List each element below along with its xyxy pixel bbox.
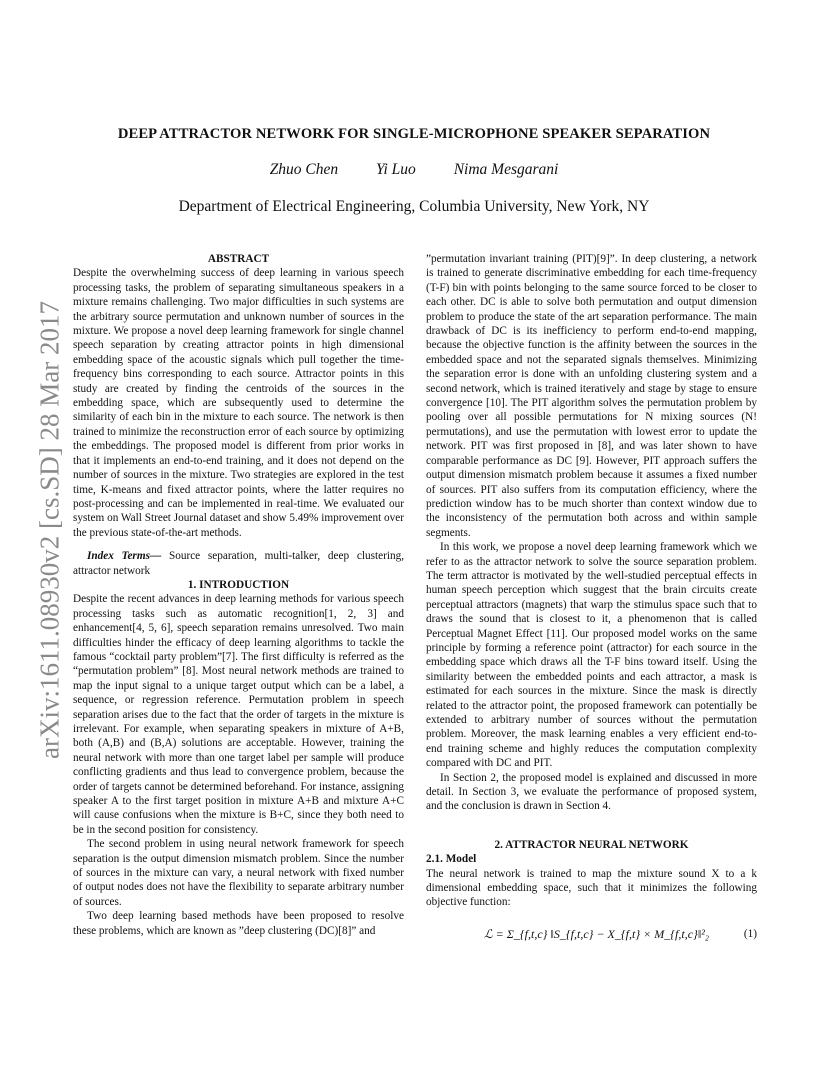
paragraph: In Section 2, the proposed model is explained and discussed in more detail. In Section 3, we evaluate the performance of proposed system, and the conclusion is drawn in Section 4. [426,771,757,813]
affiliation: Department of Electrical Engineering, Columbia University, New York, NY [178,198,650,215]
section-heading-introduction: 1. INTRODUCTION [187,578,290,591]
author-name: Yi Luo [376,161,416,178]
index-terms-label: Index Terms— [87,550,162,563]
arxiv-stamp-text: arXiv:1611.08930v2 [cs.SD] 28 Mar 2017 [34,301,65,759]
paragraph: ”permutation invariant training (PIT)[9]”. In deep clustering, a network is trained to generate discriminative embedding for each time-frequency (T-F) bin with points belonging to the same source forced to be closer to each other. DC is able to solve both permutation and output dimension problem to produce the state of the art separation performance. The main drawback of DC is its inefficiency to perform end-to-end mapping, because the objective function is the affinity between the sources in the embedded space and not the separated signals themselves. Minimizing the separation error is done with an unfolding clustering system and a second network, which is trained iteratively and stage by stage to ensure convergence [10]. The PIT algorithm solves the permutation problem by pooling over all possible permutations for N mixing sources (N! permutations), and use the permutation with lowest error to update the network. PIT was first proposed in [8], and was later shown to have comparable performance as DC [9]. However, PIT approach suffers the output dimension mismatch problem because it assumes a fixed number of sources. PIT also suffers from its computation efficiency, where the prediction window has to be much shorter than context window due to the inconsistency of the permutation both across and within sample segments. [426,253,757,539]
author-list [0,161,828,179]
index-terms-text: Source separation, multi-talker, deep clustering, attractor network [73,550,405,577]
paragraph: Despite the recent advances in deep learning methods for various speech processing tasks such as automatic recognition[1, 2, 3] and enhancement[4, 5, 6], speech separation remains unresolved. Two main difficulties hinder the efficacy of deep learning algorithms to tackle the famous “cocktail party problem”[7]. The first difficulty is referred as the “permutation problem” [8]. Most neural network methods are trained to map the input signal to a unique target output which can be a label, a sequence, or regression reference. Permutation problem in speech separation arises due to the fact that the order of targets in the mixture is irrelevant. For example, when separating speakers in mixture of A+B, both (A,B) and (B,A) solutions are acceptable. However, training the neural network with more than one target label per sample will produce conflicting gradients and thus lead to convergence problem, because the order of targets cannot be determined beforehand. For instance, assigning speaker A to the first target position in mixture A+B and mixture A+C will cause confusions when the mixture is B+C, since they both need to be in the second position for consistency. [73,593,404,836]
author-name: Zhuo Chen [269,161,339,178]
subsection-heading-model: 2.1. Model [426,853,477,866]
author-name: Nima Mesgarani [453,161,559,178]
left-column [73,252,404,938]
paragraph: The neural network is trained to map the mixture sound X to a k dimensional embedding space, such that it minimizes the following objective function: [426,867,757,909]
abstract-heading: ABSTRACT [207,253,270,265]
index-terms [73,549,404,578]
abstract-text: Despite the overwhelming success of deep learning in various speech processing tasks, the problem of separating simultaneous speakers in a mixture remains challenging. Two major difficulties in such systems are the arbitrary source permutation and unknown number of sources in the mixture. We propose a novel deep learning framework for single channel speech separation by creating attractor points in high dimensional embedding space of the acoustic signals which pull together the time-frequency bins corresponding to each source. Attractor points in this study are created by finding the centroids of the sources in the embedding space, which are subsequently used to determine the similarity of each bin in the mixture to each source. The network is then trained to minimize the reconstruction error of each source by optimizing the embeddings. The proposed model is different from prior works in that it implements an end-to-end training, and it does not depend on the number of sources in the mixture. Two strategies are explored in the test time, K-means and fixed attractor points, where the latter requires no post-processing and can be implemented in real-time. We evaluated our system on Wall Street Journal dataset and show 5.49% improvement over the previous state-of-the-art methods. [73,267,405,539]
equation-formula: ℒ = Σ_{f,t,c} ‖S_{f,t,c} − X_{f,t} × M_{f,t,c}‖²₂ [484,926,709,941]
paragraph: The second problem in using neural network framework for speech separation is the output dimension mismatch problem. Since the number of sources in the mixture can vary, a neural network with fixed number of output nodes does not have the flexibility to separate arbitrary number of sources. [73,838,404,908]
paragraph: In this work, we propose a novel deep learning framework which we refer to as the attractor network to solve the source separation problem. The term attractor is motivated by the well-studied perceptual effects in human speech perception which suggest that the brain circuits create perceptual attractors (magnets) that warp the stimulus space such that to draws the sound that is closest to it, a phenomenon that is called Perceptual Magnet Effect [11]. Our proposed model works on the same principle by forming a reference point (attractor) for each source in the embedding space which draws all the T-F bins toward itself. Using the similarity between the embedded points and each attractor, a mask is estimated for each sources in the mixture. Since the mask is directly related to the attractor point, the proposed framework can potentially be extended to arbitrary number of sources without the permutation problem. Moreover, the mask learning enables a very efficient end-to-end training scheme and highly reduces the computation complexity compared with DC and PIT. [426,541,757,770]
paper-title: DEEP ATTRACTOR NETWORK FOR SINGLE-MICROPHONE SPEAKER SEPARATION [117,126,711,142]
equation-number: (1) [743,927,757,940]
equation-1 [426,918,757,950]
right-column [426,252,757,950]
paragraph: Two deep learning based methods have been proposed to resolve these problems, which are known as ”deep clustering (DC)[8]” and [73,910,404,937]
arxiv-stamp [34,300,65,760]
section-heading-attractor-network: 2. ATTRACTOR NEURAL NETWORK [494,838,689,851]
